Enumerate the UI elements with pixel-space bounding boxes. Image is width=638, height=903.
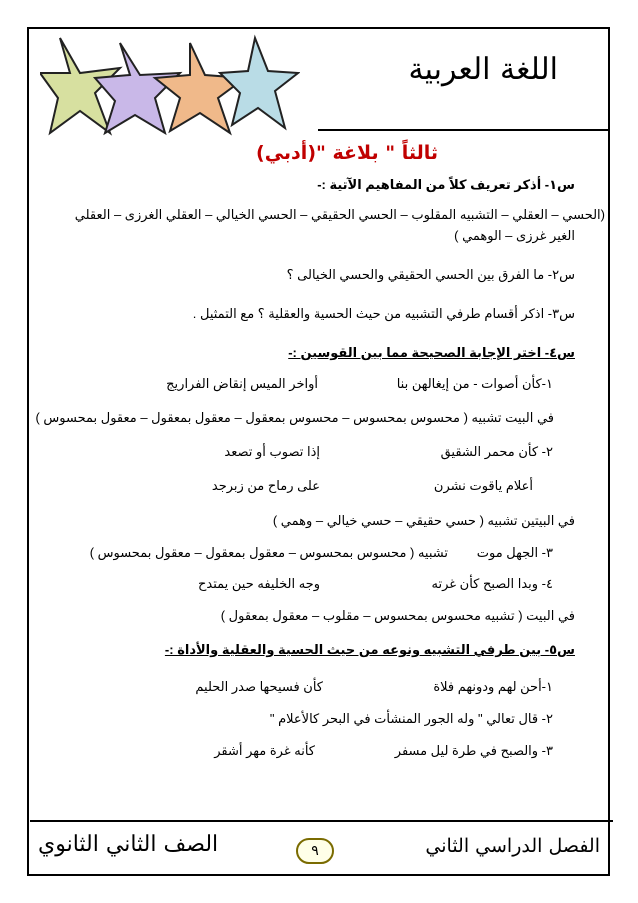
item-3-first: ٣- الجهل موت: [476, 545, 553, 560]
q5-verse-1-first: ١-أحن لهم ودونهم فلاة: [433, 679, 553, 694]
question-1-terms-cont: الغير غرزى – الوهمي ): [454, 228, 575, 243]
verse-1-choices: في البيت تشبيه ( محسوس بمحسوس – محسوس بمعقول – معقول بمعقول – معقول بمحسوس ): [35, 410, 554, 425]
star-icon: [220, 38, 298, 128]
verse-2-choices: في البيتين تشبيه ( حسي حقيقي – حسي خيالي – وهمي ): [272, 513, 575, 528]
q5-item-2: ٢- قال تعالي " وله الجور المنشأت في البحر كالأعلام ": [269, 711, 553, 726]
q5-verse-3-second: كأنه غرة مهر أشقر: [214, 743, 315, 758]
question-4: س٤- اختر الإجابة الصحيحة مما بين القوسين :-: [288, 345, 575, 360]
question-2: س٢- ما الفرق بين الحسي الحقيقي والحسي الخيالى ؟: [286, 267, 575, 282]
question-3: س٣- اذكر أقسام طرفي التشبيه من حيث الحسية والعقلية ؟ مع التمثيل .: [192, 306, 575, 321]
footer-grade: الصف الثاني الثانوي: [38, 832, 219, 857]
item-3-choices: تشبيه ( محسوس بمحسوس – معقول بمعقول – معقول بمحسوس ): [89, 545, 448, 560]
question-5: س٥- بين طرفي التشبيه ونوعه من حيث الحسية والعقلية والأداة :-: [164, 642, 575, 657]
verse-4-choices: في البيت ( تشبيه محسوس بمحسوس – مقلوب – معقول بمعقول ): [220, 608, 575, 623]
verse-2-second: إذا تصوب أو تصعد: [224, 444, 320, 459]
verse-2-third: أعلام ياقوت نشرن: [433, 478, 533, 493]
verse-1-second: أواخر الميس إنقاض الفراريج: [166, 376, 318, 391]
header-rule: [318, 129, 608, 131]
verse-2-first: ٢- كأن محمر الشقيق: [440, 444, 553, 459]
footer-rule: [30, 820, 613, 822]
question-1: س١- أذكر تعريف كلاً من المفاهيم الآتية :-: [317, 177, 575, 192]
star-icon: [155, 43, 245, 133]
q5-verse-3-first: ٣- والصبح في طرة ليل مسفر: [394, 743, 553, 758]
page-number-badge: ٩: [296, 838, 334, 864]
stars-decoration: [40, 33, 300, 143]
q5-verse-1-second: كأن فسيحها صدر الحليم: [195, 679, 323, 694]
page-title: اللغة العربية: [408, 52, 558, 87]
verse-2-fourth: على رماح من زبرجد: [211, 478, 320, 493]
verse-1-first: ١-كأن أصوات - من إيغالهن بنا: [396, 376, 553, 391]
section-title: ثالثاً " بلاغة "(أدبي): [256, 142, 438, 164]
verse-4-second: وجه الخليفه حين يمتدح: [198, 576, 320, 591]
verse-4-first: ٤- وبدا الصبح كأن غرته: [431, 576, 553, 591]
footer-term: الفصل الدراسي الثاني: [425, 835, 600, 857]
question-1-terms: (الحسي – العقلي – التشبيه المقلوب – الحسي الحقيقي – الحسي الخيالي – العقلي الغرزى – العقلي: [74, 207, 605, 222]
